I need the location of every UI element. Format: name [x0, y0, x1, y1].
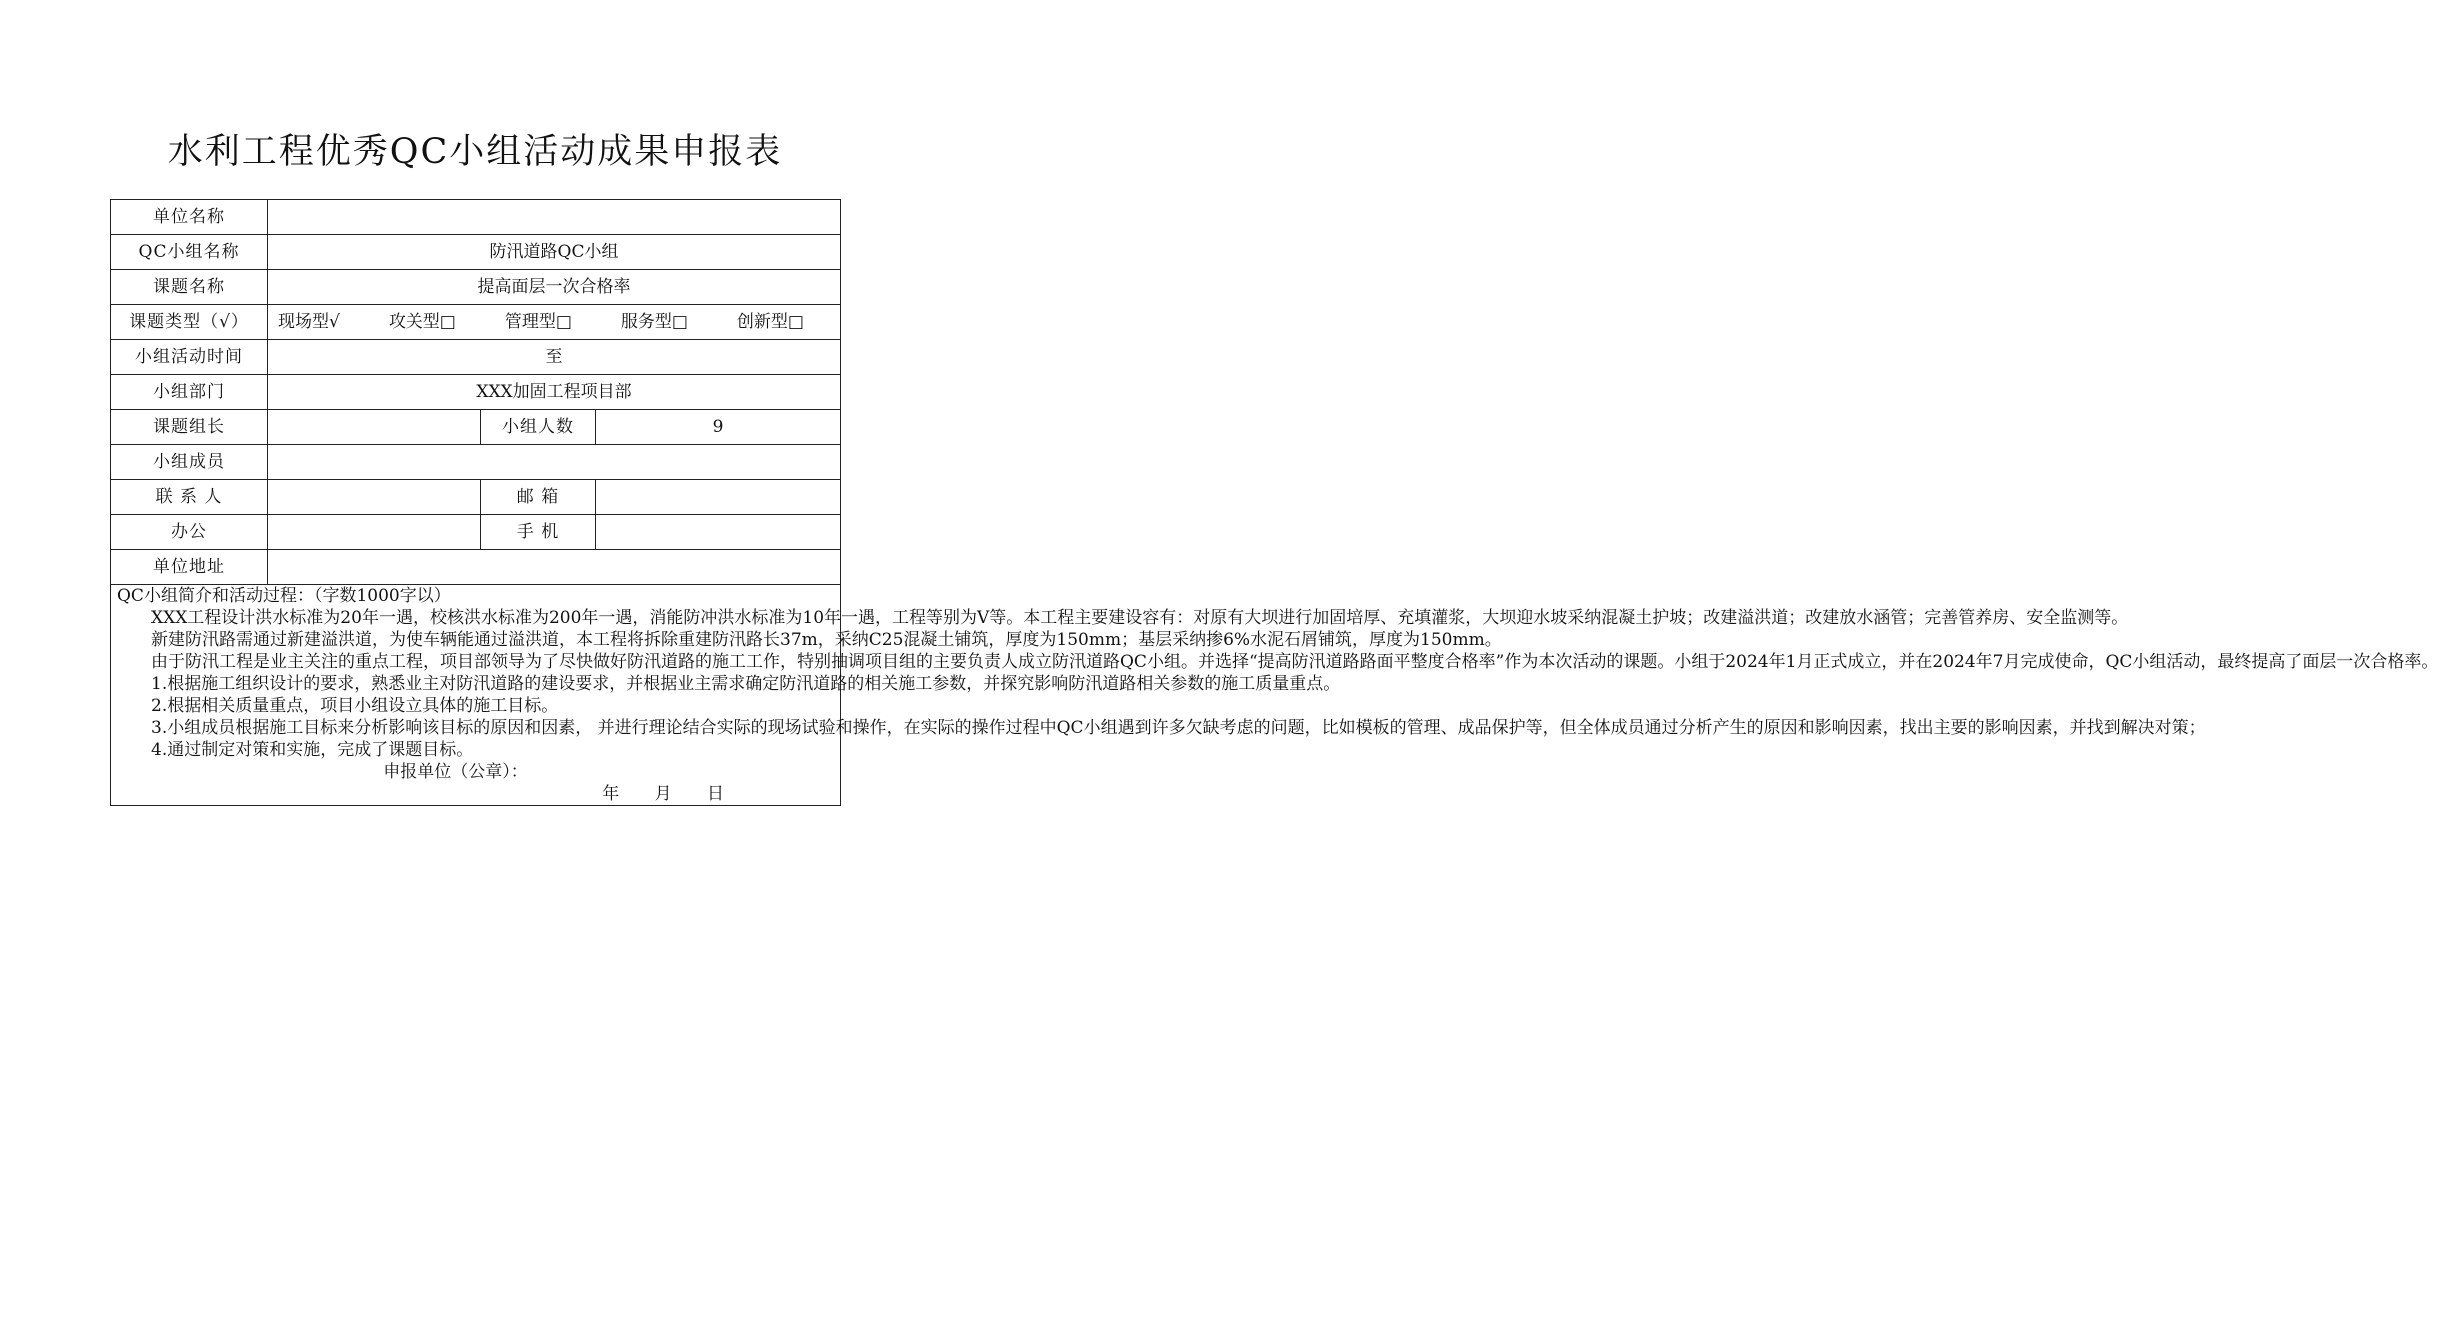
- members-field[interactable]: [268, 445, 841, 480]
- topic-type-onsite-checkbox[interactable]: 现场型√: [278, 312, 340, 332]
- topic-label: 课题名称: [111, 270, 268, 305]
- description-paragraph: XXX工程设计洪水标准为20年一遇，校核洪水标准为200年一遇，消能防冲洪水标准为10年一遇，工程等别为V等。本工程主要建设容有：对原有大坝进行加固培厚、充填灌浆，大坝迎水坡采纳混凝土护坡；改建溢洪道；改建放水涵管；完善管养房、安全监测等。: [151, 608, 2129, 628]
- leader-field[interactable]: [268, 410, 481, 445]
- description-paragraph: 4.通过制定对策和实施，完成了课题目标。: [151, 740, 474, 760]
- row-members: [111, 445, 841, 480]
- description-paragraph: 新建防汛路需通过新建溢洪道，为使车辆能通过溢洪道，本工程将拆除重建防汛路长37m，采纳C25混凝土铺筑，厚度为150mm；基层采纳掺6%水泥石屑铺筑，厚度为150mm。: [151, 630, 1502, 650]
- row-department: [111, 375, 841, 410]
- row-address: [111, 550, 841, 585]
- row-topic-type: [111, 305, 841, 340]
- row-leader: [111, 410, 841, 445]
- description-cell: [111, 585, 2438, 806]
- activity-time-label: 小组活动时间: [111, 340, 268, 375]
- office-label: 办公: [111, 515, 268, 550]
- topic-type-management-checkbox[interactable]: 管理型□: [504, 312, 572, 332]
- office-field[interactable]: [268, 515, 481, 550]
- mobile-label: 手 机: [481, 515, 596, 550]
- member-count-label: 小组人数: [481, 410, 596, 445]
- topic-type-label: 课题类型（√）: [111, 305, 268, 340]
- row-contact: [111, 480, 841, 515]
- application-form-table: [110, 199, 2438, 806]
- address-label: 单位地址: [111, 550, 268, 585]
- description-paragraph: 3.小组成员根据施工目标来分析影响该目标的原因和因素， 并进行理论结合实际的现场试验和操作，在实际的操作过程中QC小组遇到许多欠缺考虑的问题，比如模板的管理、成品保护等，但全体成员通过分析产生的原因和影响因素，找出主要的影响因素，并找到解决对策；: [151, 718, 2206, 738]
- form-title: 水利工程优秀QC小组活动成果申报表: [167, 132, 783, 172]
- group-name-field[interactable]: 防汛道路QC小组: [268, 235, 841, 270]
- description-paragraph: 2.根据相关质量重点，项目小组设立具体的施工目标。: [151, 696, 559, 716]
- department-field[interactable]: XXX加固工程项目部: [268, 375, 841, 410]
- declaring-unit-seal: 申报单位（公章）：: [383, 762, 528, 782]
- topic-type-options: [268, 305, 841, 340]
- leader-label: 课题组长: [111, 410, 268, 445]
- mobile-field[interactable]: [596, 515, 841, 550]
- topic-type-innovation-checkbox[interactable]: 创新型□: [736, 312, 804, 332]
- topic-type-service-checkbox[interactable]: 服务型□: [620, 312, 688, 332]
- members-label: 小组成员: [111, 445, 268, 480]
- unit-name-field[interactable]: [268, 200, 841, 235]
- row-unit-name: [111, 200, 841, 235]
- member-count-field[interactable]: 9: [596, 410, 841, 445]
- description-paragraph: 1.根据施工组织设计的要求，熟悉业主对防汛道路的建设要求，并根据业主需求确定防汛道路的相关施工参数，并探究影响防汛道路相关参数的施工质量重点。: [151, 674, 1341, 694]
- row-group-name: [111, 235, 841, 270]
- group-name-label: QC小组名称: [111, 235, 268, 270]
- activity-time-field[interactable]: 至: [268, 340, 841, 375]
- row-office: [111, 515, 841, 550]
- description-paragraph: 由于防汛工程是业主关注的重点工程，项目部领导为了尽快做好防汛道路的施工工作，特别抽调项目组的主要负责人成立防汛道路QC小组。并选择“提高防汛道路路面平整度合格率”作为本次活动的课题。小组于2024年1月正式成立，并在2024年7月完成使命，QC小组活动，最终提高了面层一次合格率。: [151, 652, 2438, 672]
- email-label: 邮 箱: [481, 480, 596, 515]
- description-intro: QC小组简介和活动过程：（字数1000字以）: [117, 586, 451, 606]
- contact-field[interactable]: [268, 480, 481, 515]
- address-field[interactable]: [268, 550, 841, 585]
- topic-type-tackle-checkbox[interactable]: 攻关型□: [388, 312, 456, 332]
- contact-label: 联 系 人: [111, 480, 268, 515]
- unit-name-label: 单位名称: [111, 200, 268, 235]
- row-topic: [111, 270, 841, 305]
- department-label: 小组部门: [111, 375, 268, 410]
- email-field[interactable]: [596, 480, 841, 515]
- declaration-date: 年 月 日: [602, 784, 725, 804]
- row-description: [111, 585, 841, 806]
- row-activity-time: [111, 340, 841, 375]
- topic-field[interactable]: 提高面层一次合格率: [268, 270, 841, 305]
